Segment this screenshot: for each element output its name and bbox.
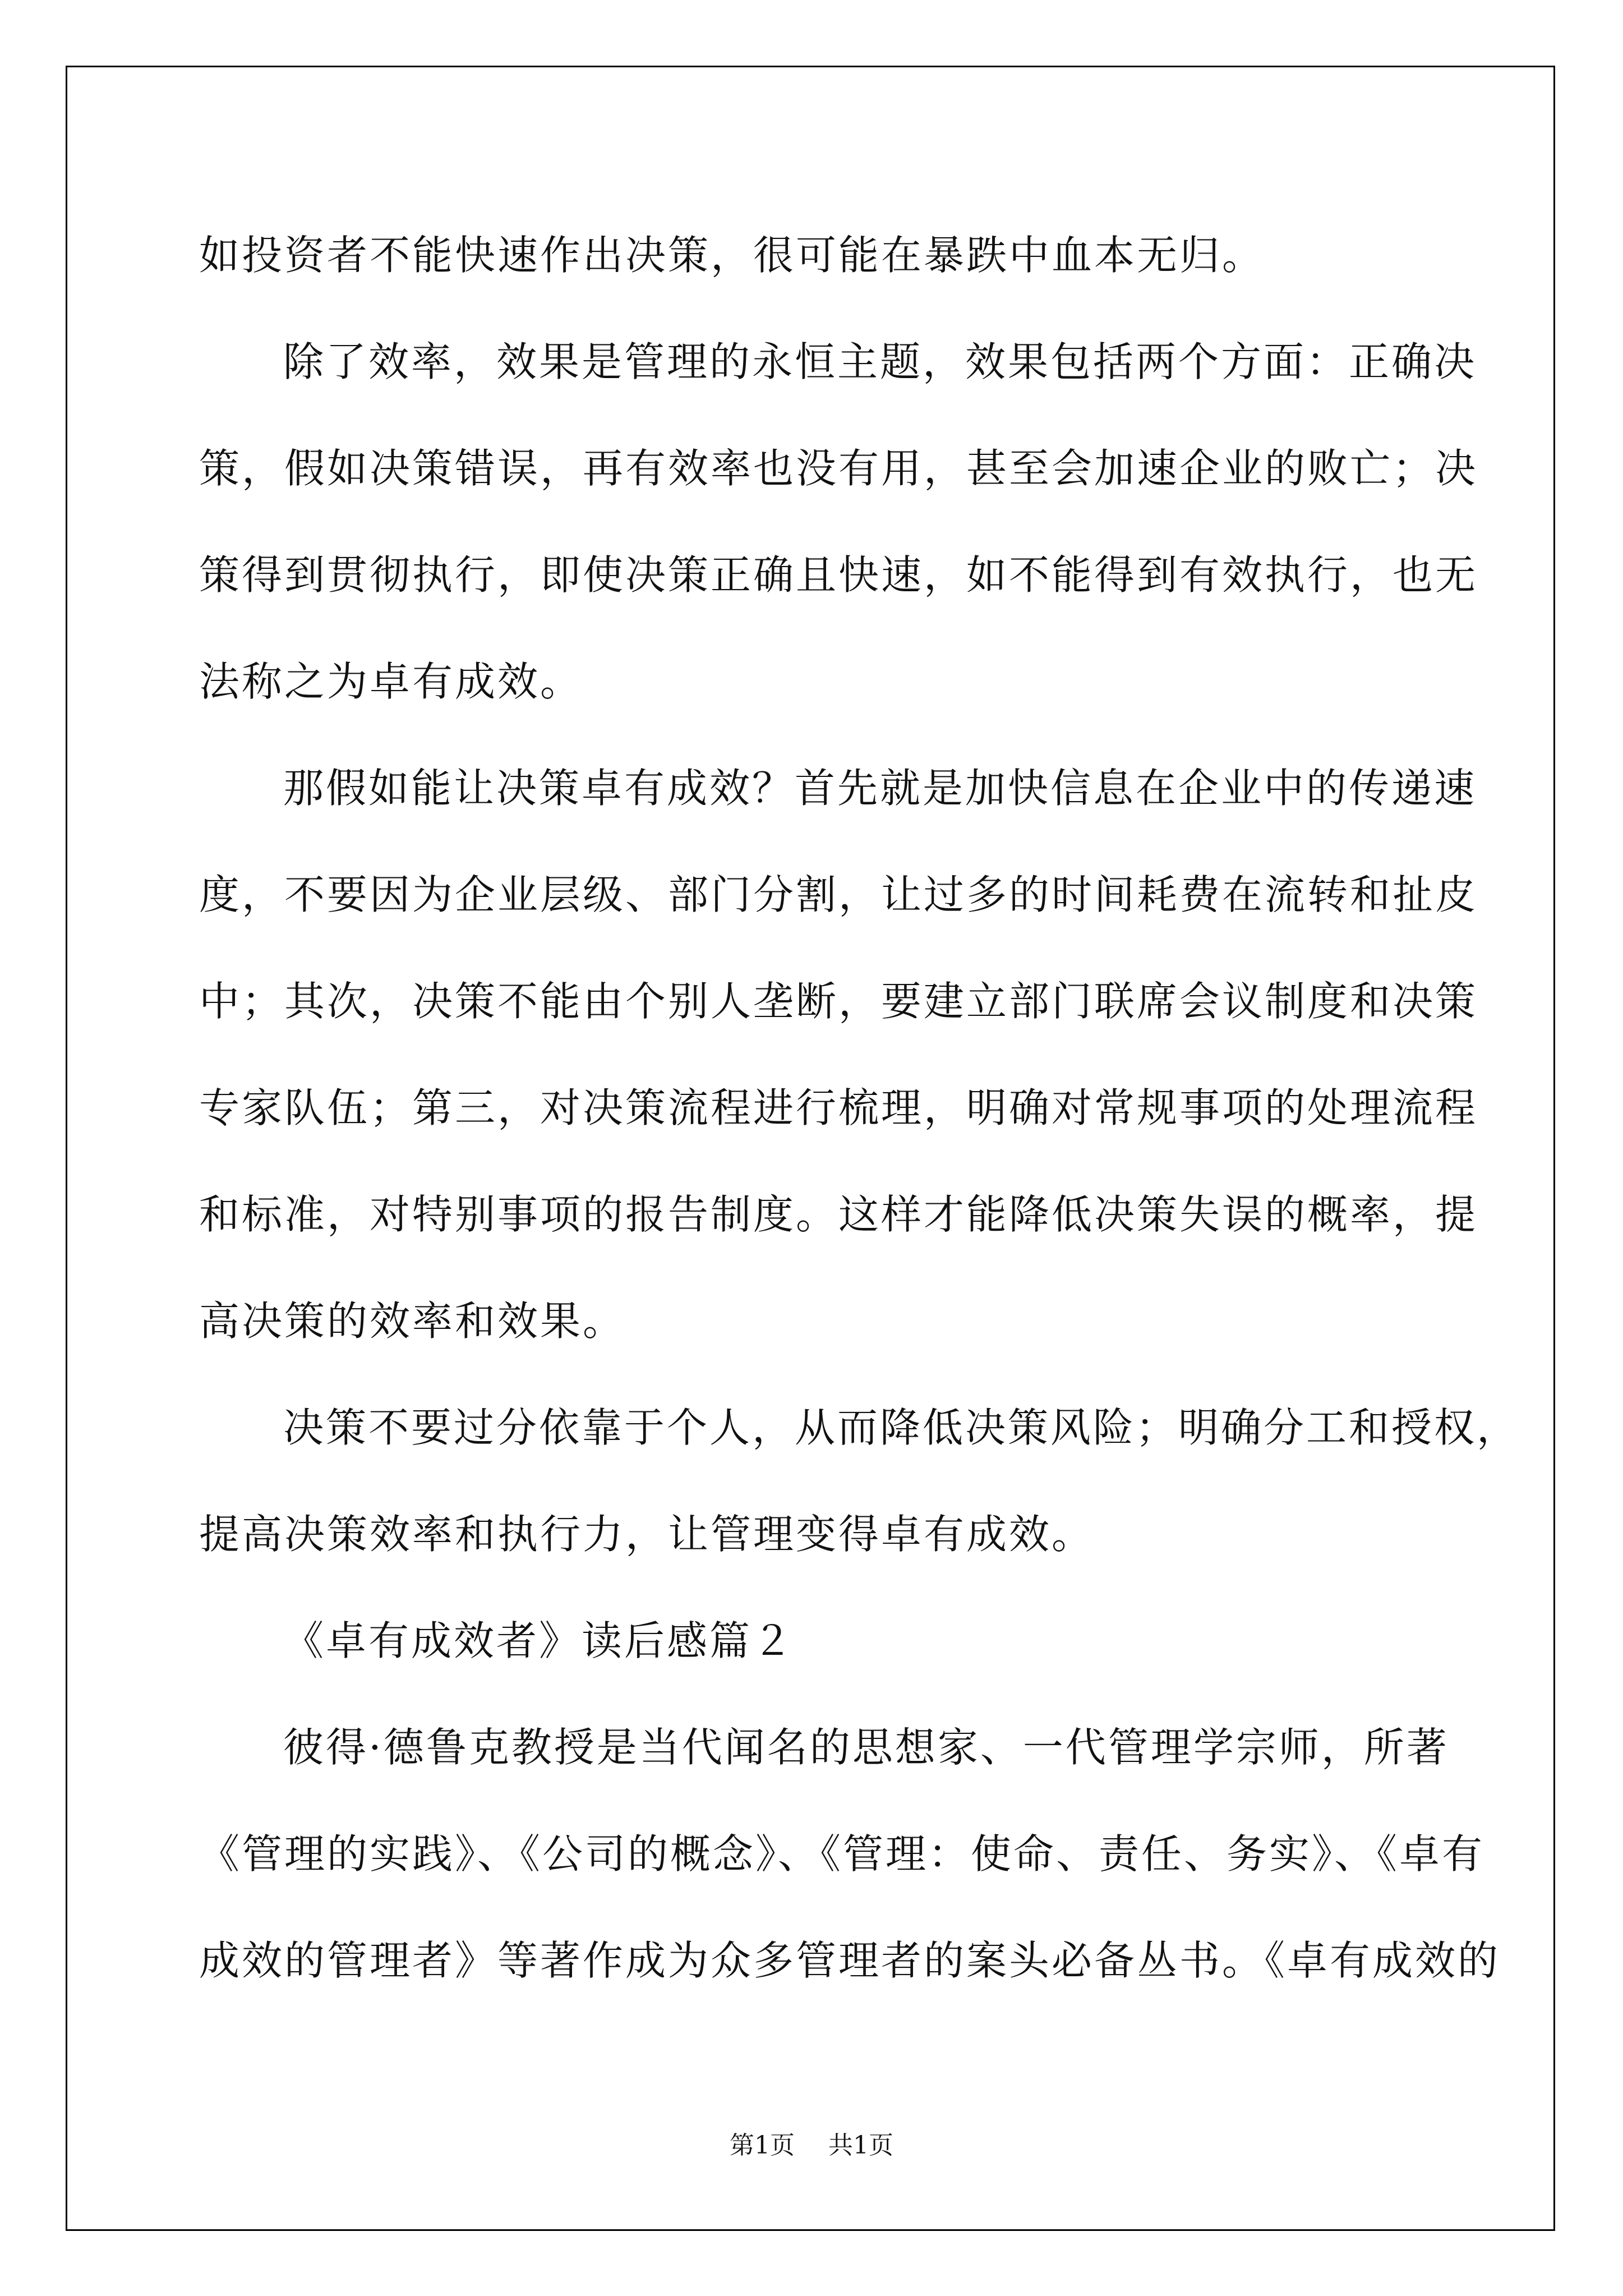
text-line: 策得到贯彻执行，即使决策正确且快速，如不能得到有效执行，也无 xyxy=(199,551,1478,599)
text-line: 和标准，对特别事项的报告制度。这样才能降低决策失误的概率，提 xyxy=(199,1191,1478,1238)
text-line: 决策不要过分依靠于个人，从而降低决策风险；明确分工和授权， xyxy=(283,1404,1520,1451)
text-line: 成效的管理者》等著作成为众多管理者的案头必备丛书。《卓有成效的 xyxy=(199,1937,1501,1984)
text-line: 彼得·德鲁克教授是当代闻名的思想家、一代管理学宗师，所著 xyxy=(283,1724,1449,1771)
text-line: 专家队伍；第三，对决策流程进行梳理，明确对常规事项的处理流程 xyxy=(199,1084,1478,1131)
text-line: 除了效率，效果是管理的永恒主题，效果包括两个方面：正确决 xyxy=(283,338,1477,385)
text-line: 如投资者不能快速作出决策，很可能在暴跌中血本无归。 xyxy=(199,232,1265,279)
document-body xyxy=(199,202,1520,2014)
page-number: 第1页 xyxy=(730,2131,795,2160)
text-line: 高决策的效率和效果。 xyxy=(199,1297,626,1345)
text-line: 中；其次，决策不能由个别人垄断，要建立部门联席会议制度和决策 xyxy=(199,978,1478,1025)
text-line: 策，假如决策错误，再有效率也没有用，甚至会加速企业的败亡；决 xyxy=(199,445,1478,492)
section-heading: 《卓有成效者》读后感篇２ xyxy=(283,1617,795,1664)
page-total: 共1页 xyxy=(828,2131,893,2160)
text-line: 那假如能让决策卓有成效？首先就是加快信息在企业中的传递速 xyxy=(283,765,1477,812)
text-line: 法称之为卓有成效。 xyxy=(199,658,583,705)
text-line: 提高决策效率和执行力，让管理变得卓有成效。 xyxy=(199,1511,1095,1558)
text-line: 度，不要因为企业层级、部门分割，让过多的时间耗费在流转和扯皮 xyxy=(199,871,1478,918)
page-footer xyxy=(0,2129,1623,2162)
text-line: 《管理的实践》、《公司的概念》、《管理：使命、责任、务实》、《卓有 xyxy=(199,1830,1485,1878)
